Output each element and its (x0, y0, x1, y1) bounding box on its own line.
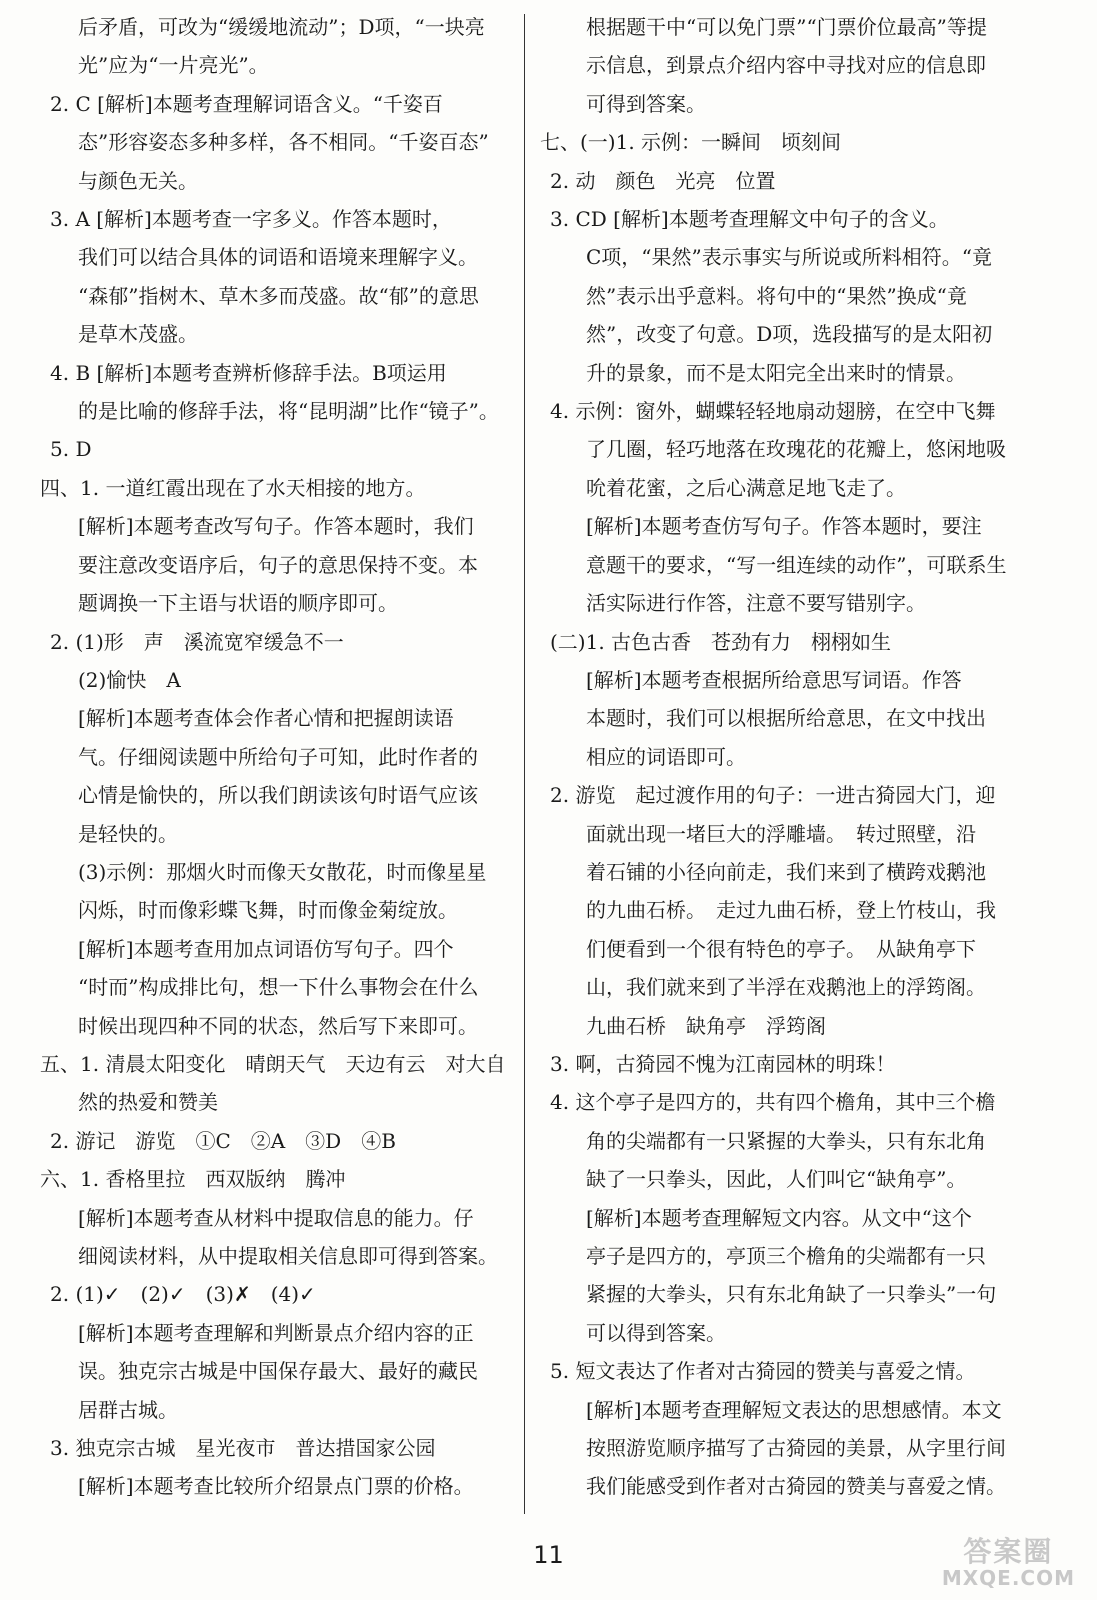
text-line: 2. 游记 游览 ①C ②A ③D ④B (50, 1128, 396, 1153)
text-line: 时候出现四种不同的状态，然后写下来即可。 (78, 1013, 478, 1038)
text-line: 5. 短文表达了作者对古猗园的赞美与喜爱之情。 (550, 1359, 976, 1384)
text-line: [解析]本题考查体会作者心情和把握朗读语 (78, 706, 454, 731)
left-column (40, 8, 508, 1506)
right-column (540, 8, 1040, 1506)
text-line: 要注意改变语序后，句子的意思保持不变。本 (78, 552, 478, 577)
text-line: 四、1. 一道红霞出现在了水天相接的地方。 (40, 475, 426, 500)
text-line: 2. 动 颜色 光亮 位置 (550, 168, 776, 193)
text-line: 闪烁，时而像彩蝶飞舞，时而像金菊绽放。 (78, 898, 458, 923)
text-line: (3)示例：那烟火时而像天女散花，时而像星星 (78, 859, 487, 884)
text-line: 与颜色无关。 (78, 168, 198, 193)
text-line: 了几圈，轻巧地落在玫瑰花的花瓣上，悠闲地吸 (586, 437, 1006, 462)
text-line: 示信息，到景点介绍内容中寻找对应的信息即 (586, 53, 986, 78)
text-line: 气。仔细阅读题中所给句子可知，此时作者的 (78, 744, 478, 769)
text-line: 居群古城。 (78, 1397, 178, 1422)
text-line: 可得到答案。 (586, 91, 706, 116)
text-line: 紧握的大拳头，只有东北角缺了一只拳头”一句 (586, 1282, 997, 1307)
watermark-text: 答案圈 (963, 1535, 1054, 1568)
text-line: 3. A [解析]本题考查一字多义。作答本题时， (50, 207, 452, 232)
text-line: 吮着花蜜，之后心满意足地飞走了。 (586, 475, 906, 500)
text-line: 是轻快的。 (78, 821, 178, 846)
text-line: 按照游览顺序描写了古猗园的美景，从字里行间 (586, 1436, 1006, 1461)
text-line: [解析]本题考查理解短文内容。从文中“这个 (586, 1205, 972, 1230)
text-line: 的是比喻的修辞手法，将“昆明湖”比作“镜子”。 (78, 399, 499, 424)
text-line: 3. 独克宗古城 星光夜市 普达措国家公园 (50, 1436, 436, 1461)
text-line: 题调换一下主语与状语的顺序即可。 (78, 591, 398, 616)
text-line: [解析]本题考查仿写句子。作答本题时，要注 (586, 514, 982, 539)
text-line: 升的景象，而不是太阳完全出来时的情景。 (586, 360, 966, 385)
text-line: 3. CD [解析]本题考查理解文中句子的含义。 (550, 207, 949, 232)
text-line: 误。独克宗古城是中国保存最大、最好的藏民 (78, 1359, 478, 1384)
text-line: 本题时，我们可以根据所给意思，在文中找出 (586, 706, 986, 731)
text-line: 2. C [解析]本题考查理解词语含义。“千姿百 (50, 91, 443, 116)
text-line: 山，我们就来到了半浮在戏鹅池上的浮筠阁。 (586, 975, 986, 1000)
text-line: 可以得到答案。 (586, 1320, 726, 1345)
text-line: 4. 这个亭子是四方的，共有四个檐角，其中三个檐 (550, 1090, 996, 1115)
text-line: 4. 示例：窗外，蝴蝶轻轻地扇动翅膀，在空中飞舞 (550, 399, 996, 424)
text-line: 光”应为“一片亮光”。 (78, 53, 269, 78)
column-divider (524, 14, 525, 1514)
text-line: “森郁”指树木、草木多而茂盛。故“郁”的意思 (78, 283, 479, 308)
text-line: 5. D (50, 437, 92, 462)
text-line: 心情是愉快的，所以我们朗读该句时语气应该 (78, 783, 478, 808)
text-line: [解析]本题考查理解短文表达的思想感情。本文 (586, 1397, 1002, 1422)
text-line: [解析]本题考查根据所给意思写词语。作答 (586, 667, 962, 692)
text-line: 们便看到一个很有特色的亭子。 从缺角亭下 (586, 936, 976, 961)
page-number: 11 (533, 1541, 564, 1569)
text-line: “时而”构成排比句，想一下什么事物会在什么 (78, 975, 479, 1000)
text-line: 我们可以结合具体的词语和语境来理解字义。 (78, 245, 478, 270)
text-line: (二)1. 古色古香 苍劲有力 栩栩如生 (550, 629, 892, 654)
text-line: [解析]本题考查用加点词语仿写句子。四个 (78, 936, 454, 961)
text-line: 然”表示出乎意料。将句中的“果然”换成“竟 (586, 283, 967, 308)
text-line: [解析]本题考查理解和判断景点介绍内容的正 (78, 1320, 474, 1345)
text-line: 亭子是四方的，亭顶三个檐角的尖端都有一只 (586, 1244, 986, 1268)
text-line: 角的尖端都有一只紧握的大拳头，只有东北角 (586, 1128, 986, 1153)
text-line: 根据题干中“可以免门票”“门票价位最高”等提 (586, 15, 987, 39)
text-line: 五、1. 清晨太阳变化 晴朗天气 天边有云 对大自 (40, 1051, 506, 1076)
text-line: 然”，改变了句意。D项，选段描写的是太阳初 (586, 322, 993, 347)
text-line: 缺了一只拳头，因此，人们叫它“缺角亭”。 (586, 1167, 967, 1192)
text-line: 面就出现一堵巨大的浮雕墙。 转过照壁，沿 (586, 821, 976, 846)
text-line: 4. B [解析]本题考查辨析修辞手法。B项运用 (50, 360, 447, 385)
text-line: 3. 啊，古猗园不愧为江南园林的明珠！ (550, 1051, 896, 1076)
text-line: 然的热爱和赞美 (78, 1090, 218, 1115)
watermark-url: MXQE.COM (941, 1566, 1075, 1590)
text-line: 我们能感受到作者对古猗园的赞美与喜爱之情。 (586, 1474, 1006, 1499)
text-line: [解析]本题考查从材料中提取信息的能力。仔 (78, 1205, 474, 1230)
text-line: 着石铺的小径向前走，我们来到了横跨戏鹅池 (586, 859, 986, 884)
text-line: 后矛盾，可改为“缓缓地流动”；D项，“一块亮 (78, 15, 485, 39)
text-line: 意题干的要求，“写一组连续的动作”，可联系生 (586, 552, 1007, 577)
text-line: 活实际进行作答，注意不要写错别字。 (586, 591, 926, 616)
text-line: 态”形容姿态多种多样，各不相同。“千姿百态” (78, 130, 489, 155)
text-line: [解析]本题考查改写句子。作答本题时，我们 (78, 514, 474, 539)
text-line: 六、1. 香格里拉 西双版纳 腾冲 (40, 1167, 346, 1192)
text-line: 是草木茂盛。 (78, 322, 198, 347)
text-line: 九曲石桥 缺角亭 浮筠阁 (586, 1013, 826, 1038)
text-line: (2)愉快 A (78, 667, 181, 692)
text-line: 2. (1)形 声 溪流宽窄缓急不一 (50, 629, 344, 654)
text-line: 2. 游览 起过渡作用的句子：一进古猗园大门，迎 (550, 783, 996, 808)
text-line: 七、(一)1. 示例：一瞬间 顷刻间 (540, 130, 842, 155)
text-line: 的九曲石桥。 走过九曲石桥，登上竹枝山，我 (586, 898, 996, 923)
text-line: [解析]本题考查比较所介绍景点门票的价格。 (78, 1474, 474, 1499)
text-line: C项，“果然”表示事实与所说或所料相符。“竟 (586, 245, 992, 270)
watermark-logo (941, 1535, 1075, 1590)
text-line: 2. (1)✓ (2)✓ (3)✗ (4)✓ (50, 1282, 316, 1307)
text-line: 相应的词语即可。 (586, 744, 746, 769)
text-line: 细阅读材料，从中提取相关信息即可得到答案。 (78, 1244, 498, 1268)
